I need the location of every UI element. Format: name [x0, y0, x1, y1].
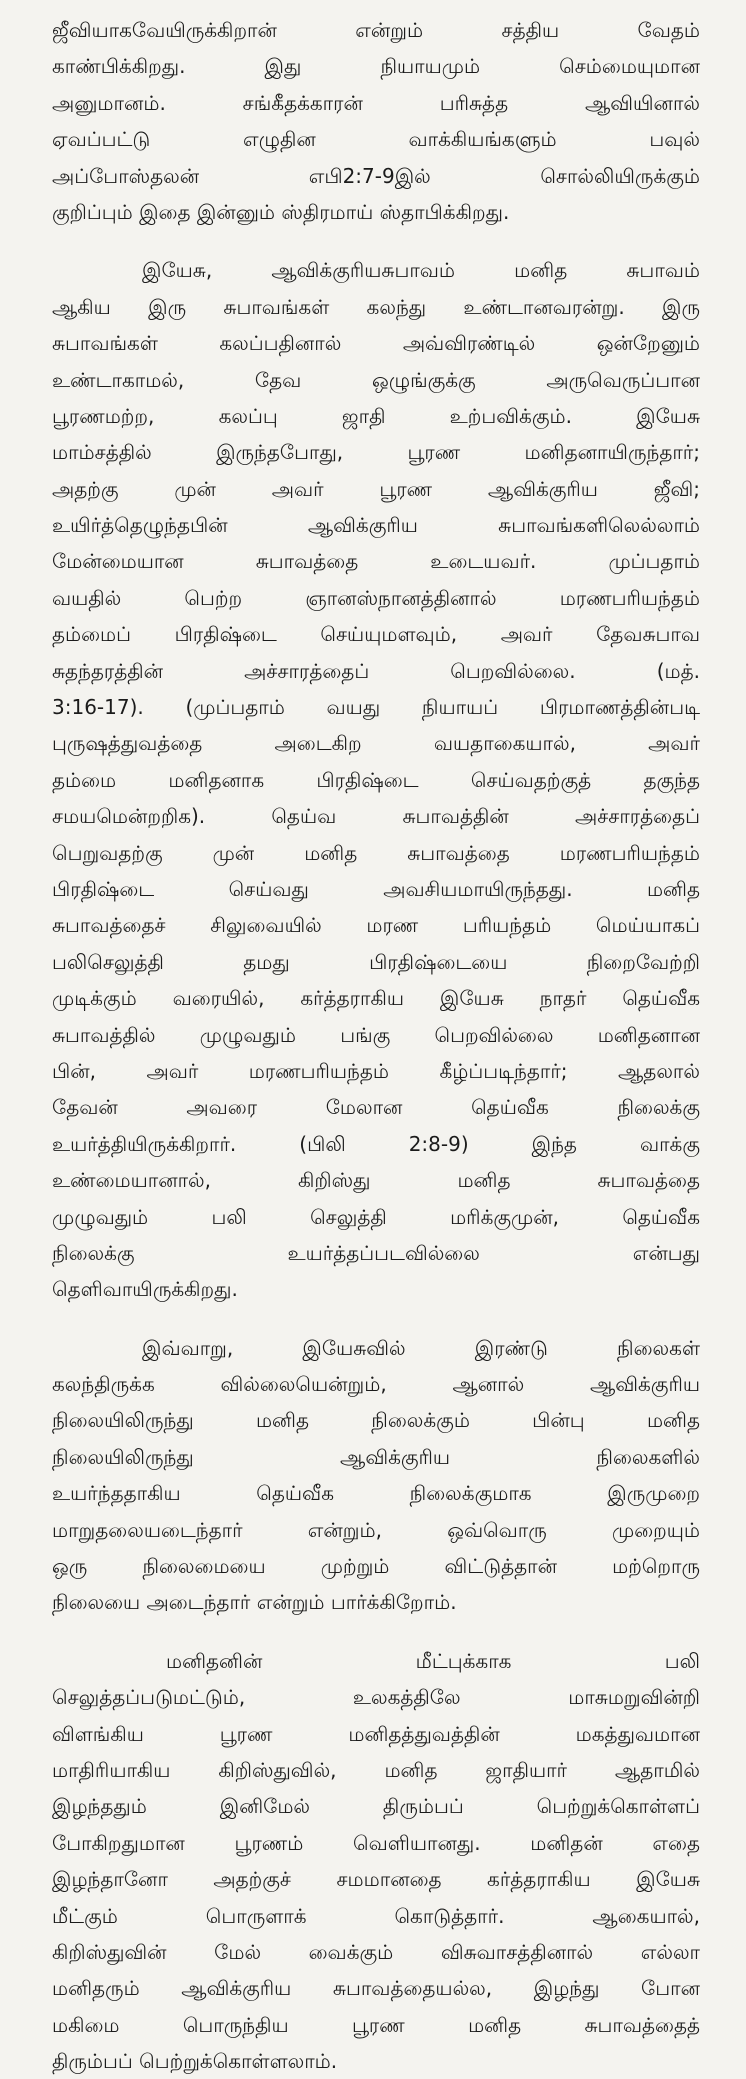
text-line: சுதந்தரத்தின் அச்சாரத்தைப் பெறவில்லை. (மத். [52, 658, 700, 683]
text-line: முடிக்கும் வரையில், கர்த்தராகிய இயேசு நாதர் தெய்வீக [52, 986, 700, 1011]
text-line: ஆகிய இரு சுபாவங்கள் கலந்து உண்டானவரன்று. இரு [52, 294, 700, 319]
text-line: ஏவப்பட்டு எழுதின வாக்கியங்களும் பவுல் [52, 127, 700, 152]
text-line: சுபாவங்கள் கலப்பதினால் அவ்விரண்டில் ஒன்றேனும் [52, 331, 700, 356]
text-line: இயேசு, ஆவிக்குரியசுபாவம் மனித சுபாவம் [142, 258, 700, 283]
text-line: நிலையை அடைந்தார் என்றும் பார்க்கிறோம். [52, 1590, 457, 1615]
text-line: கலந்திருக்க வில்லையென்றும், ஆனால் ஆவிக்குரிய [52, 1372, 700, 1397]
text-line: உயர்த்தியிருக்கிறார். (பிலி 2:8-9) இந்த வாக்கு [52, 1131, 700, 1156]
text-line: பெறுவதற்கு முன் மனித சுபாவத்தை மரணபரியந்தம் [52, 840, 700, 865]
text-line: தம்மை மனிதனாக பிரதிஷ்டை செய்வதற்குத் தகுந்த [52, 767, 700, 792]
text-line: உயிர்த்தெழுந்தபின் ஆவிக்குரிய சுபாவங்களிலெல்லாம் [52, 513, 700, 538]
text-line: மேன்மையான சுபாவத்தை உடையவர். முப்பதாம் [52, 549, 700, 574]
text-line: இழந்ததும் இனிமேல் திரும்பப் பெற்றுக்கொள்ளப் [52, 1794, 700, 1819]
text-line: மனிதனின் மீட்புக்காக பலி [166, 1648, 700, 1673]
text-line: மீட்கும் பொருளாக் கொடுத்தார். ஆகையால், [52, 1903, 700, 1928]
text-line: மாறுதலையடைந்தார் என்றும், ஒவ்வொரு முறையும் [52, 1517, 700, 1542]
text-line: பிரதிஷ்டை செய்வது அவசியமாயிருந்தது. மனித [52, 876, 700, 901]
text-line: மகிமை பொருந்திய பூரண மனித சுபாவத்தைத் [52, 2012, 700, 2037]
text-line: அதற்கு முன் அவர் பூரண ஆவிக்குரிய ஜீவி; [52, 476, 700, 501]
paragraph-3 [0, 1330, 746, 1621]
text-line: உண்டாகாமல், தேவ ஒழுங்குக்கு அருவெருப்பான [52, 367, 700, 392]
text-line: உயர்ந்ததாகிய தெய்வீக நிலைக்குமாக இருமுறை [52, 1481, 700, 1506]
text-line: நிலையிலிருந்து மனித நிலைக்கும் பின்பு மனித [52, 1408, 700, 1433]
text-line: சுபாவத்தில் முழுவதும் பங்கு பெறவில்லை மனிதனான [52, 1022, 700, 1047]
text-line: நிலையிலிருந்து ஆவிக்குரிய நிலைகளில் [52, 1444, 700, 1469]
text-line: போகிறதுமான பூரணம் வெளியானது. மனிதன் எதை [52, 1830, 700, 1855]
text-line: புருஷத்துவத்தை அடைகிற வயதாகையால், அவர் [52, 731, 700, 756]
text-line: ஜீவியாகவேயிருக்கிறான் என்றும் சத்திய வேதம் [52, 18, 700, 42]
text-line: வயதில் பெற்ற ஞானஸ்நானத்தினால் மரணபரியந்தம் [52, 585, 700, 610]
text-line: சுபாவத்தைச் சிலுவையில் மரண பரியந்தம் மெய்யாகப் [52, 913, 700, 938]
text-line: ஒரு நிலைமையை முற்றும் விட்டுத்தான் மற்றொரு [52, 1554, 700, 1579]
text-line: விளங்கிய பூரண மனிதத்துவத்தின் மகத்துவமான [52, 1721, 700, 1746]
text-line: நிலைக்கு உயர்த்தப்படவில்லை என்பது [52, 1240, 700, 1265]
text-line: முழுவதும் பலி செலுத்தி மரிக்குமுன், தெய்வீக [52, 1204, 700, 1229]
text-line: 3:16-17). (முப்பதாம் வயது நியாயப் பிரமாணத்தின்படி [52, 695, 700, 720]
text-line: காண்பிக்கிறது. இது நியாயமும் செம்மையுமான [52, 54, 700, 79]
text-line: பூரணமற்ற, கலப்பு ஜாதி உற்பவிக்கும். இயேசு [52, 403, 700, 428]
paragraph-4 [0, 1643, 746, 2079]
text-line: தெளிவாயிருக்கிறது. [52, 1277, 238, 1302]
text-line: இழந்தானோ அதற்குச் சமமானதை கர்த்தராகிய இயேசு [52, 1867, 700, 1892]
text-line: அனுமானம். சங்கீதக்காரன் பரிசுத்த ஆவியினால் [52, 90, 700, 115]
text-line: மாம்சத்தில் இருந்தபோது, பூரண மனிதனாயிருந்தார்; [52, 440, 700, 465]
text-line: உண்மையானால், கிறிஸ்து மனித சுபாவத்தை [52, 1168, 700, 1193]
text-line: சமயமென்றறிக). தெய்வ சுபாவத்தின் அச்சாரத்தைப் [52, 804, 700, 829]
text-line: மனிதரும் ஆவிக்குரிய சுபாவத்தையல்ல, இழந்து போன [52, 1976, 700, 2001]
text-line: குறிப்பும் இதை இன்னும் ஸ்திரமாய் ஸ்தாபிக்கிறது. [52, 199, 510, 224]
text-line: பலிசெலுத்தி தமது பிரதிஷ்டையை நிறைவேற்றி [52, 949, 700, 974]
text-line: தம்மைப் பிரதிஷ்டை செய்யுமளவும், அவர் தேவசுபாவ [52, 622, 700, 647]
text-line: கிறிஸ்துவின் மேல் வைக்கும் விசுவாசத்தினால் எல்லா [52, 1939, 700, 1964]
text-line: திரும்பப் பெற்றுக்கொள்ளலாம். [52, 2049, 338, 2074]
paragraph-1 [0, 12, 746, 230]
text-line: அப்போஸ்தலன் எபி2:7-9இல் சொல்லியிருக்கும் [52, 163, 700, 188]
text-line: பின், அவர் மரணபரியந்தம் கீழ்ப்படிந்தார்; ஆதலால் [52, 1058, 700, 1083]
text-line: மாதிரியாகிய கிறிஸ்துவில், மனித ஜாதியார் ஆதாமில் [52, 1757, 700, 1782]
paragraph-2 [0, 252, 746, 1307]
text-line: தேவன் அவரை மேலான தெய்வீக நிலைக்கு [52, 1095, 700, 1120]
text-line: இவ்வாறு, இயேசுவில் இரண்டு நிலைகள் [142, 1335, 700, 1360]
text-line: செலுத்தப்படுமட்டும், உலகத்திலே மாசுமறுவின்றி [52, 1685, 700, 1710]
